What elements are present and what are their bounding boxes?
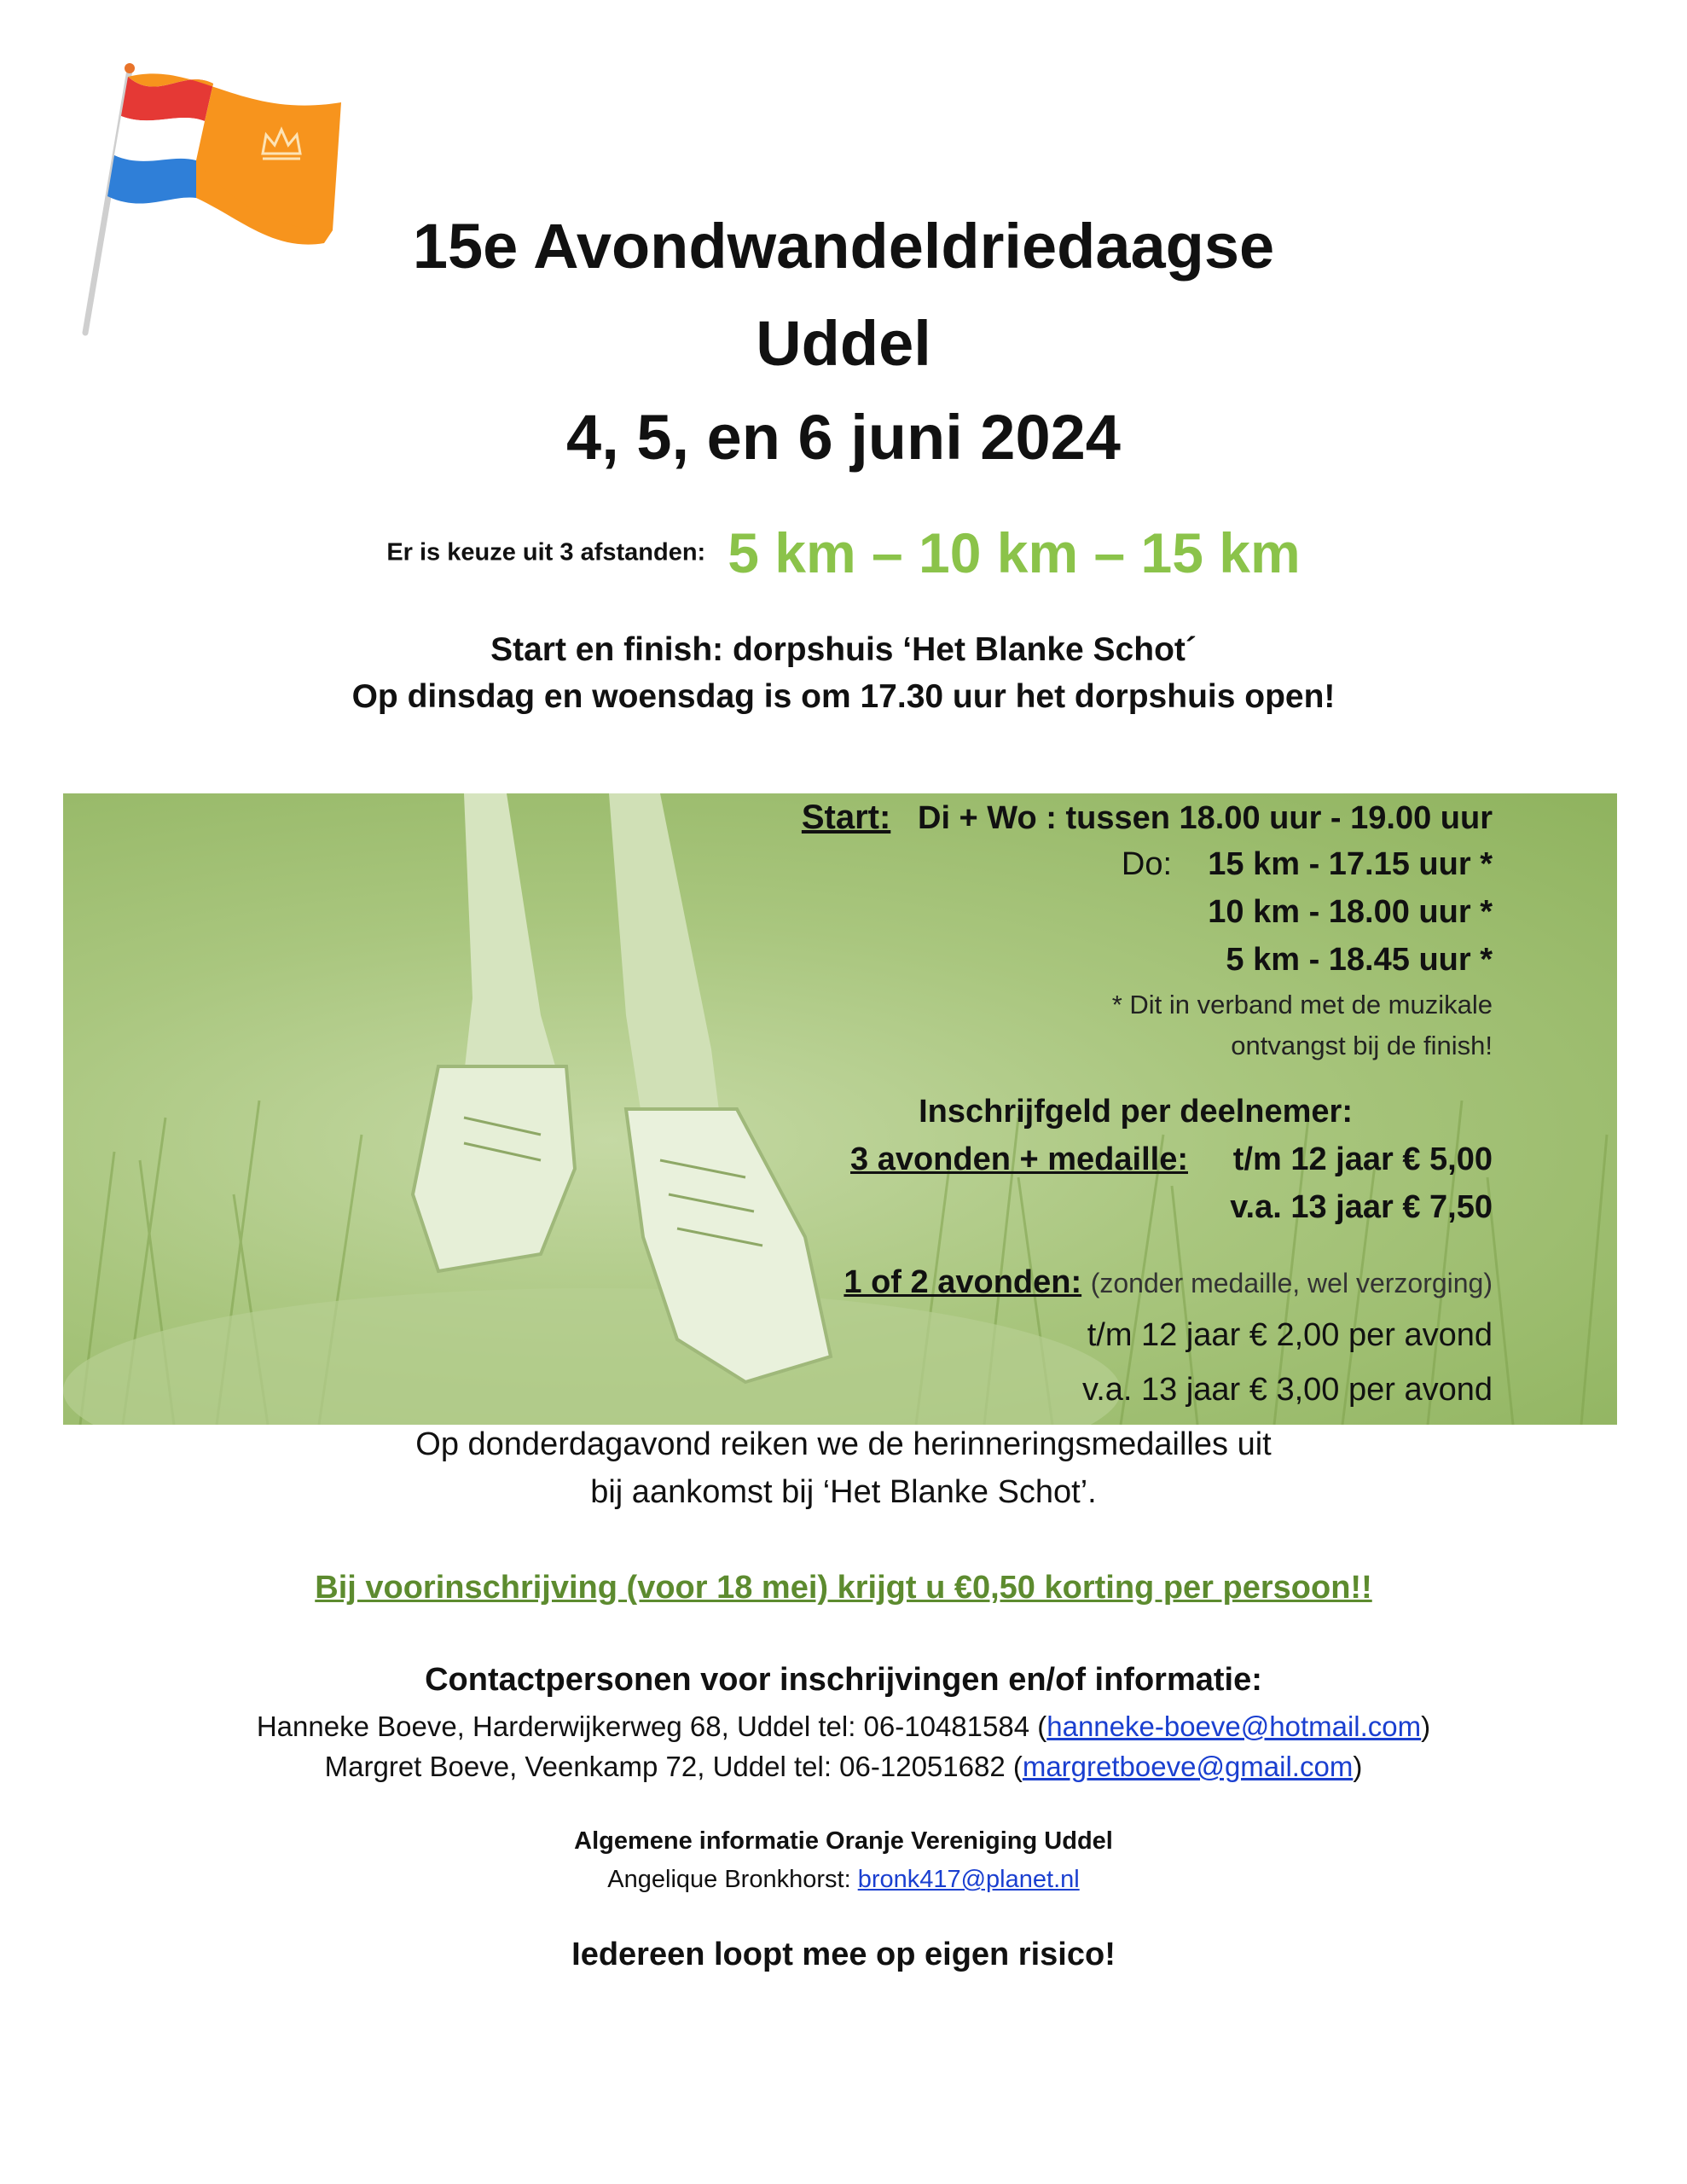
schedule-note-line-2: ontvangst bij de finish!: [1231, 1031, 1493, 1060]
start-finish-text: Start en finish: dorpshuis ‘Het Blanke Schot´: [490, 631, 1197, 668]
general-info-email-link[interactable]: bronk417@planet.nl: [857, 1866, 1080, 1893]
contact-heading: Contactpersonen voor inschrijvingen en/of informatie:: [425, 1662, 1262, 1698]
close-paren: ): [1421, 1711, 1431, 1742]
fees-heading: Inschrijfgeld per deelnemer:: [919, 1094, 1353, 1130]
di-wo-times: Di + Wo : tussen 18.00 uur - 19.00 uur: [918, 800, 1493, 836]
three-evenings-old-price: v.a. 13 jaar € 7,50: [1230, 1189, 1493, 1225]
distances-line: [0, 520, 1687, 585]
three-evenings-label: 3 avonden + medaille:: [850, 1141, 1188, 1177]
medal-info-line-2: bij aankomst bij ‘Het Blanke Schot’.: [590, 1474, 1097, 1510]
one-two-evenings-label: 1 of 2 avonden:: [844, 1264, 1082, 1300]
do-10km-time: 10 km - 18.00 uur *: [1208, 894, 1493, 930]
contact-person-2-email-link[interactable]: margretboeve@gmail.com: [1022, 1751, 1354, 1782]
schedule-note-line-1: * Dit in verband met de muzikale: [1111, 990, 1493, 1019]
fees-three-row: [850, 1141, 1493, 1178]
one-two-evenings-young-price: t/m 12 jaar € 2,00 per avond: [1087, 1317, 1493, 1353]
contact-person-2-details: Margret Boeve, Veenkamp 72, Uddel tel: 06-12051682 (: [324, 1751, 1023, 1782]
opening-time-text: Op dinsdag en woensdag is om 17.30 uur het dorpshuis open!: [351, 678, 1336, 715]
do-15km-time: 15 km - 17.15 uur *: [1208, 846, 1493, 882]
fees-one-two-row: [844, 1264, 1493, 1301]
walking-feet-photo: [63, 793, 1617, 1425]
contact-person-2: [0, 1751, 1687, 1783]
orange-flag-icon: [77, 60, 350, 341]
title-line-2: Uddel: [756, 308, 931, 379]
do-5km-time: 5 km - 18.45 uur *: [1226, 942, 1493, 978]
distances-label: Er is keuze uit 3 afstanden:: [386, 538, 706, 566]
general-info-person: Angelique Bronkhorst:: [607, 1866, 858, 1893]
start-label: Start:: [801, 799, 891, 836]
distances-value: 5 km – 10 km – 15 km: [728, 521, 1301, 584]
title-line-3-dates: 4, 5, en 6 juni 2024: [566, 402, 1121, 473]
contact-person-1: [0, 1711, 1687, 1743]
medal-info-line-1: Op donderdagavond reiken we de herinneringsmedailles uit: [415, 1426, 1272, 1462]
one-two-evenings-old-price: v.a. 13 jaar € 3,00 per avond: [1082, 1372, 1493, 1408]
schedule-do-15-row: [1122, 846, 1493, 883]
general-info-contact: [0, 1866, 1687, 1894]
three-evenings-young-price: t/m 12 jaar € 5,00: [1232, 1141, 1493, 1177]
one-two-evenings-note: (zonder medaille, wel verzorging): [1090, 1268, 1493, 1298]
title-line-1: 15e Avondwandeldriedaagse: [412, 211, 1275, 282]
close-paren: ): [1353, 1751, 1363, 1782]
do-label: Do:: [1121, 846, 1173, 882]
discount-text: Bij voorinschrijving (voor 18 mei) krijgt u €0,50 korting per persoon!!: [315, 1570, 1372, 1606]
risk-disclaimer: Iedereen loopt mee op eigen risico!: [571, 1937, 1116, 1972]
general-info-heading: Algemene informatie Oranje Vereniging Uddel: [574, 1827, 1113, 1855]
contact-person-1-email-link[interactable]: hanneke-boeve@hotmail.com: [1046, 1711, 1422, 1742]
schedule-di-wo-row: [802, 799, 1493, 837]
contact-person-1-details: Hanneke Boeve, Harderwijkerweg 68, Uddel tel: 06-10481584 (: [256, 1711, 1047, 1742]
